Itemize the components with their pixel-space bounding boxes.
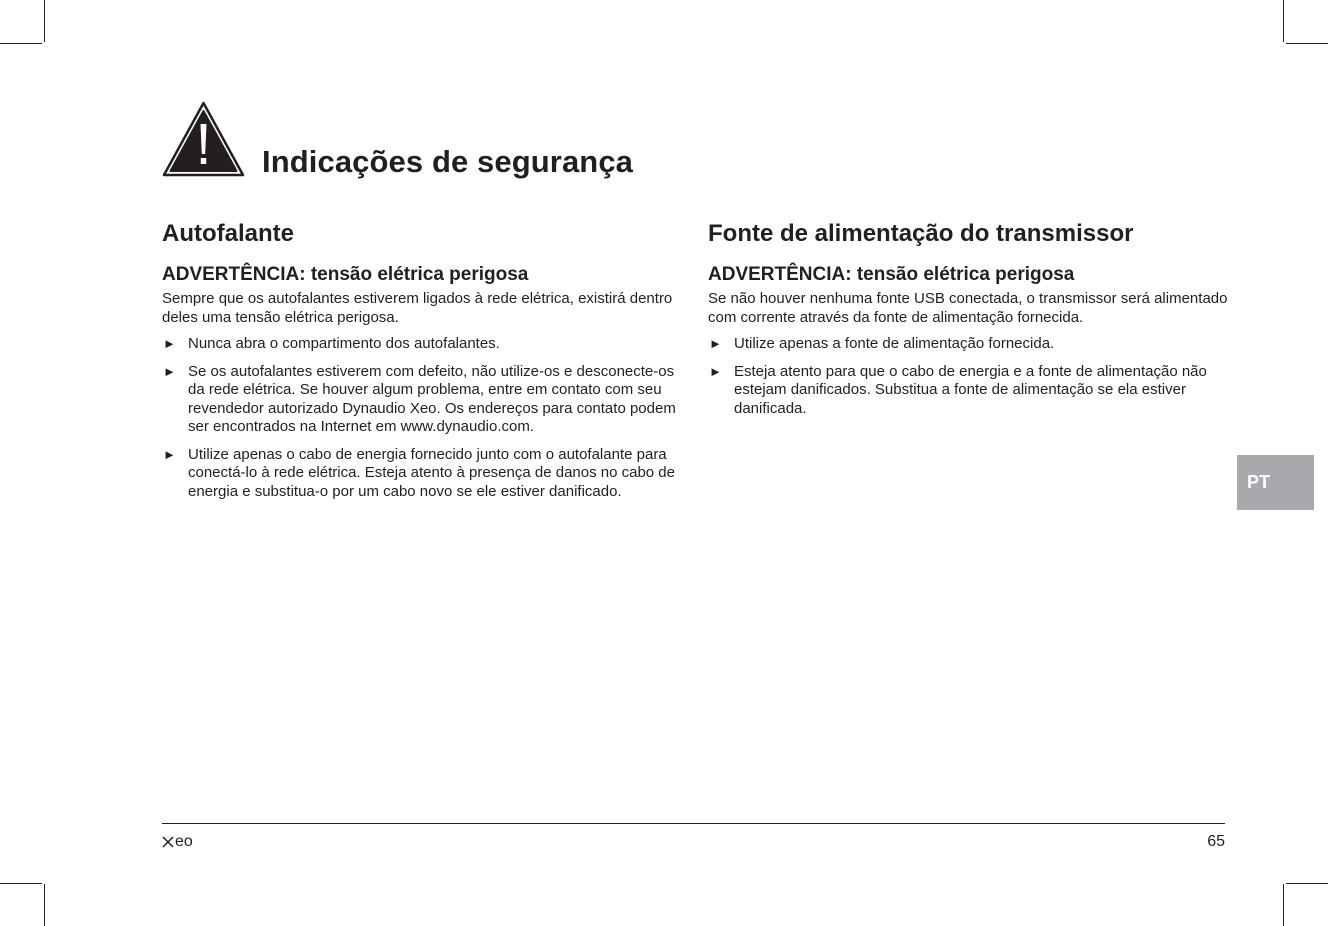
warning-triangle-icon: [161, 100, 246, 178]
bullet-list: [708, 335, 1233, 418]
intro-paragraph: Sempre que os autofalantes estiverem ligados à rede elétrica, existirá dentro deles uma tensão elétrica perigosa.: [162, 290, 673, 326]
list-item: [162, 446, 682, 502]
bullet-list: [162, 335, 682, 501]
list-item-text: Utilize apenas o cabo de energia fornecido junto com o autofalante para conectá-lo à rede elétrica. Esteja atento à presença de danos no cabo de energia e substitua-o por um cabo novo se ele estiver danificado.: [188, 445, 675, 500]
list-item-text: Se os autofalantes estiverem com defeito, não utilize-os e desconecte-os da rede elétrica. Se houver algum problema, entre em contato com seu revendedor autorizado Dynaudio Xeo. Os endereços para contato podem ser encontrados na Internet em www.dynaudio.com.: [188, 362, 676, 435]
bullet-arrow-icon: ►: [163, 336, 176, 351]
xeo-logo-icon: [162, 836, 174, 848]
warning-heading: ADVERTÊNCIA: tensão elétrica perigosa: [162, 264, 529, 285]
transmitter-power-section: [708, 218, 1233, 427]
intro-paragraph: Se não houver nenhuma fonte USB conectada, o transmissor será alimentado com corrente através da fonte de alimentação fornecida.: [708, 290, 1228, 326]
crop-mark-bottom-right-v: [1283, 884, 1284, 926]
crop-mark-top-left-v: [44, 0, 45, 42]
page-title: Indicações de segurança: [262, 144, 634, 179]
list-item-text: Esteja atento para que o cabo de energia e a fonte de alimentação não estejam danificados. Substitua a fonte de alimentação se ela estiver danificada.: [734, 362, 1207, 417]
language-tab: PT: [1237, 455, 1314, 510]
list-item-text: Utilize apenas a fonte de alimentação fornecida.: [734, 335, 1055, 352]
footer-divider: [162, 823, 1225, 824]
list-item: [708, 363, 1233, 419]
list-item: [162, 363, 682, 437]
list-item: [162, 335, 682, 354]
page-number: 65: [1207, 833, 1225, 850]
crop-mark-top-left-h: [0, 43, 42, 44]
bullet-arrow-icon: ►: [163, 363, 176, 379]
footer-logo: [162, 832, 193, 852]
bullet-arrow-icon: ►: [163, 446, 176, 462]
list-item: [708, 335, 1233, 354]
crop-mark-top-right-h: [1286, 43, 1328, 44]
crop-mark-top-right-v: [1283, 0, 1284, 42]
warning-heading: ADVERTÊNCIA: tensão elétrica perigosa: [708, 264, 1075, 285]
section-title: Autofalante: [162, 220, 294, 247]
crop-mark-bottom-left-h: [0, 883, 42, 884]
crop-mark-bottom-left-v: [44, 884, 45, 926]
section-title: Fonte de alimentação do transmissor: [708, 220, 1134, 247]
bullet-arrow-icon: ►: [709, 336, 722, 351]
crop-mark-bottom-right-h: [1286, 883, 1328, 884]
speaker-section: [162, 218, 682, 510]
bullet-arrow-icon: ►: [709, 363, 722, 379]
list-item-text: Nunca abra o compartimento dos autofalantes.: [188, 335, 500, 352]
footer-logo-text: eo: [175, 833, 193, 850]
